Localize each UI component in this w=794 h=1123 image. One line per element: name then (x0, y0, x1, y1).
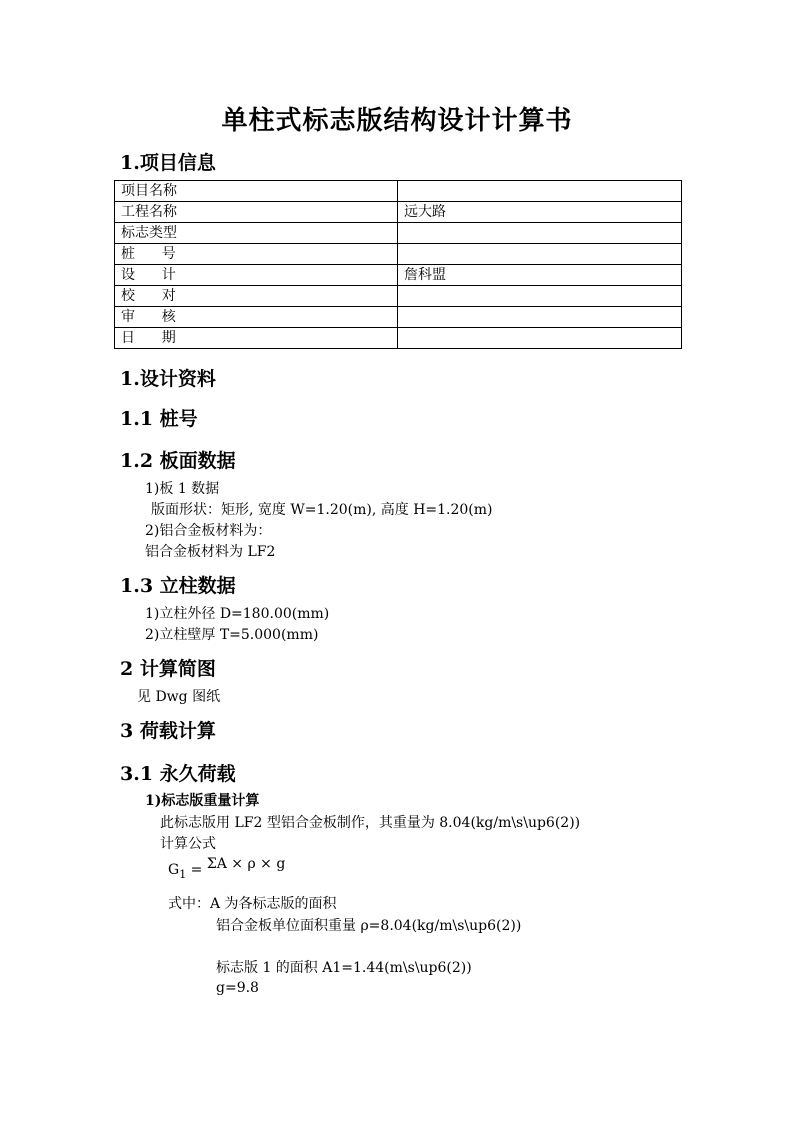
load-subheading: 1)标志版重量计算 (145, 793, 260, 809)
project-info-table (114, 180, 682, 349)
info-row (115, 286, 682, 307)
info-label-cell (115, 202, 398, 223)
info-label: 日 期 (121, 330, 176, 346)
column-line-1: 1)立柱外径 D=180.00(mm) (145, 606, 330, 622)
info-label: 项目名称 (121, 183, 177, 199)
info-value (398, 307, 682, 328)
diagram-note: 见 Dwg 图纸 (137, 689, 221, 705)
load-line-5: 标志版 1 的面积 A1=1.44(m\s\up6(2)) (216, 960, 472, 976)
panel-line-3: 2)铝合金板材料为： (145, 523, 272, 539)
column-line-2: 2)立柱壁厚 T=5.000(mm) (145, 627, 319, 643)
info-label: 审 核 (121, 309, 176, 325)
formula-subscript: 1 (179, 867, 187, 881)
info-label-cell (115, 328, 398, 349)
formula (168, 856, 286, 881)
info-label-cell (115, 307, 398, 328)
info-label: 标志类型 (121, 225, 177, 241)
formula-equals: = (190, 862, 203, 878)
info-row (115, 223, 682, 244)
load-line-2: 计算公式 (160, 836, 216, 852)
info-label-cell (115, 181, 398, 202)
section-panel-data: 1.2 板面数据 (120, 450, 236, 472)
formula-rhs: ΣA × ρ × g (206, 856, 286, 872)
panel-line-1: 1)板 1 数据 (145, 481, 220, 497)
info-label: 桩 号 (121, 246, 176, 262)
section-load-calc: 3 荷载计算 (120, 720, 216, 742)
info-label: 校 对 (121, 288, 176, 304)
info-value (398, 223, 682, 244)
info-value: 远大路 (398, 202, 682, 223)
section-design-data: 1.设计资料 (120, 368, 216, 390)
info-label-cell (115, 286, 398, 307)
info-row (115, 181, 682, 202)
info-row (115, 328, 682, 349)
section-permanent-load: 3.1 永久荷载 (120, 763, 236, 785)
info-row (115, 265, 682, 286)
panel-line-4: 铝合金板材料为 LF2 (145, 544, 276, 560)
section-diagram: 2 计算简图 (120, 658, 216, 680)
info-value (398, 181, 682, 202)
formula-lhs: G (168, 862, 180, 878)
panel-line-2: 版面形状：矩形, 宽度 W=1.20(m), 高度 H=1.20(m) (151, 502, 493, 518)
info-row (115, 307, 682, 328)
section-column-data: 1.3 立柱数据 (120, 575, 236, 597)
info-row (115, 244, 682, 265)
info-label-cell (115, 265, 398, 286)
load-line-4: 铝合金板单位面积重量 ρ=8.04(kg/m\s\up6(2)) (216, 918, 522, 934)
info-value: 詹科盟 (398, 265, 682, 286)
info-value (398, 328, 682, 349)
section-pile-number: 1.1 桩号 (120, 408, 198, 430)
section-project-info: 1.项目信息 (120, 152, 216, 174)
info-label: 工程名称 (121, 204, 177, 220)
info-value (398, 244, 682, 265)
info-label-cell (115, 244, 398, 265)
info-label-cell (115, 223, 398, 244)
load-line-6: g=9.8 (216, 980, 259, 996)
page-title: 单柱式标志版结构设计计算书 (221, 106, 573, 136)
load-line-1: 此标志版用 LF2 型铝合金板制作，其重量为 8.04(kg/m\s\up6(2)) (160, 815, 581, 831)
info-label: 设 计 (121, 267, 176, 283)
load-line-3: 式中：A 为各标志版的面积 (168, 896, 337, 912)
info-row (115, 202, 682, 223)
info-value (398, 286, 682, 307)
